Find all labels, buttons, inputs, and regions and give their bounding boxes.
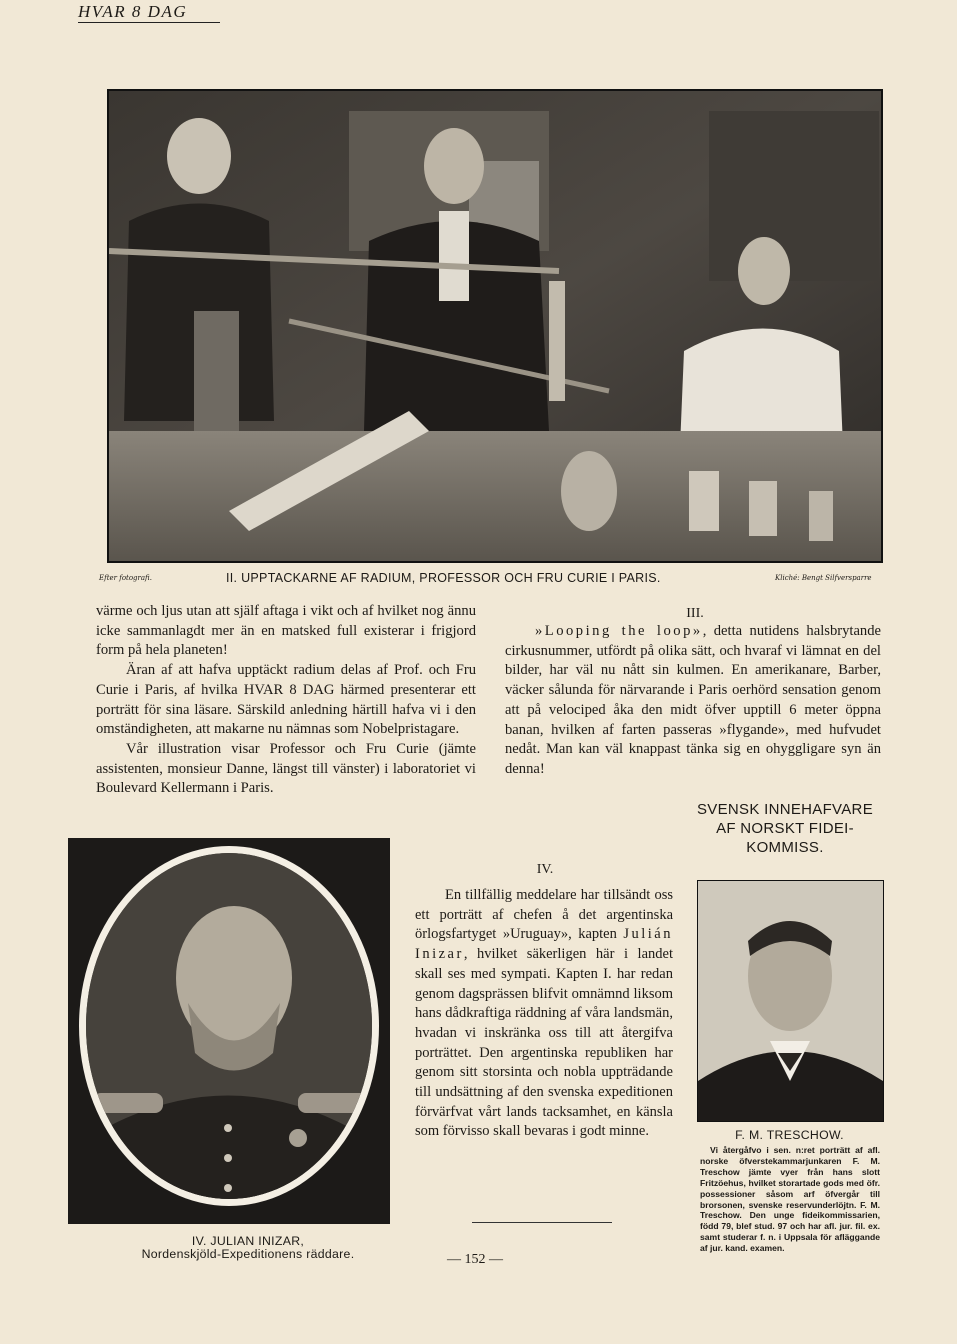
paragraph-radium: värme och ljus utan att själf aftaga i vikt och af hvilket nog ännu icke sammanlagdt mer än en matsked full existerar i frigjord form på hela planeten!	[96, 603, 476, 659]
treschow-text: Vi återgåfvo i sen. n:ret porträtt af afl. norske öfverstekammarjunkaren F. M. Treschow jämte vyer från hans slott Fritzöehus, hvilket storartade gods med öfr. possessioner såsom arf öfvergår till brorsonen, svenske reservunderlöjtn. F. M. Treschow. Den unge fideikommissarien, född 79, blef stud. 97 och har afl. jur. fil. ex. samt studerar f. n. i Uppsala för afläggande af jur. kand. examen.	[700, 1145, 880, 1254]
paragraph-curie: Äran af att hafva upptäckt radium delas af Prof. och Fru Curie i Paris, af hvilka HVAR 8 DAG härmed presenterar ett porträtt för sina läsare. Särskild anledning härtill hafva vi i den omständigheten, att makarne nu nämnas som Nobelpristagare.	[96, 662, 476, 738]
treschow-portrait	[697, 880, 884, 1122]
looping-text: , detta nutidens halsbrytande cirkusnummer, utfördt på olika sätt, och hvaraf vi lämnat en del bilder, har väl nu nått sin kulmen. En amerikanare, Barber, väcker sålunda för närvarande i Paris oerhörd sensation genom att på velociped åka den midt öfver upptill 6 meter öppna banan, hvilken af farten passeras »flygande», med hufvudet nedåt. Man kan väl knappast tänka sig en ohyggligare syn än denna!	[505, 623, 881, 777]
section-numeral-4: IV.	[536, 862, 554, 877]
treschow-heading: SVENSK INNEHAFVARE AF NORSKT FIDEI- KOMMISS.	[697, 801, 873, 856]
section-4-text: En tillfällig meddelare har tillsändt oss ett porträtt af chefen å det argentinska örlogsfartyget »Uruguay», kapten Julián Inizar, hvilket säkerligen här i landet skall ses med sympati. Kapten I. har redan genom dagsprässen blifvit omnämnd liksom hans dådkraftiga räddning af våra landsmän, hvadan vi inskränka oss till att återgifva porträttet. Den argentinska republiken har genom sitt storsinta och nobla uppträdande till undsättning af den svenska expeditionen förvärfvat vårt lands tacksamhet, en känsla som förvisso skall bevaras i godt minne.	[415, 887, 673, 1140]
bottom-rule	[472, 1222, 612, 1223]
inizar-name: Julián Inizar	[415, 926, 673, 963]
lab-photo	[107, 89, 883, 563]
page-number: — 152 —	[447, 1252, 503, 1267]
paragraph-illustration: Vår illustration visar Professor och Fru Curie (jämte assistenten, monsieur Danne, längst till vänster) i laboratoriet vi Boulevard Kellermann i Paris.	[96, 740, 476, 797]
inizar-caption: IV. JULIAN INIZAR, Nordenskjöld-Expeditionens räddare.	[141, 1234, 355, 1261]
inizar-portrait	[68, 838, 390, 1224]
left-column	[96, 602, 476, 799]
top-photo-caption: II. UPPTACKARNE AF RADIUM, PROFESSOR OCH FRU CURIE I PARIS.	[226, 571, 661, 585]
masthead-rule	[78, 22, 220, 23]
treschow-caption: F. M. TRESCHOW.	[735, 1128, 844, 1142]
photo-credit-left: Efter fotografi.	[99, 574, 152, 582]
photo-credit-right: Kliché: Bengt Silfversparre	[775, 574, 872, 582]
section-numeral-3: III.	[686, 606, 704, 621]
section-3-text	[505, 622, 881, 780]
looping-lead: »Looping the loop»	[535, 623, 703, 639]
masthead: HVAR 8 DAG	[78, 2, 188, 21]
